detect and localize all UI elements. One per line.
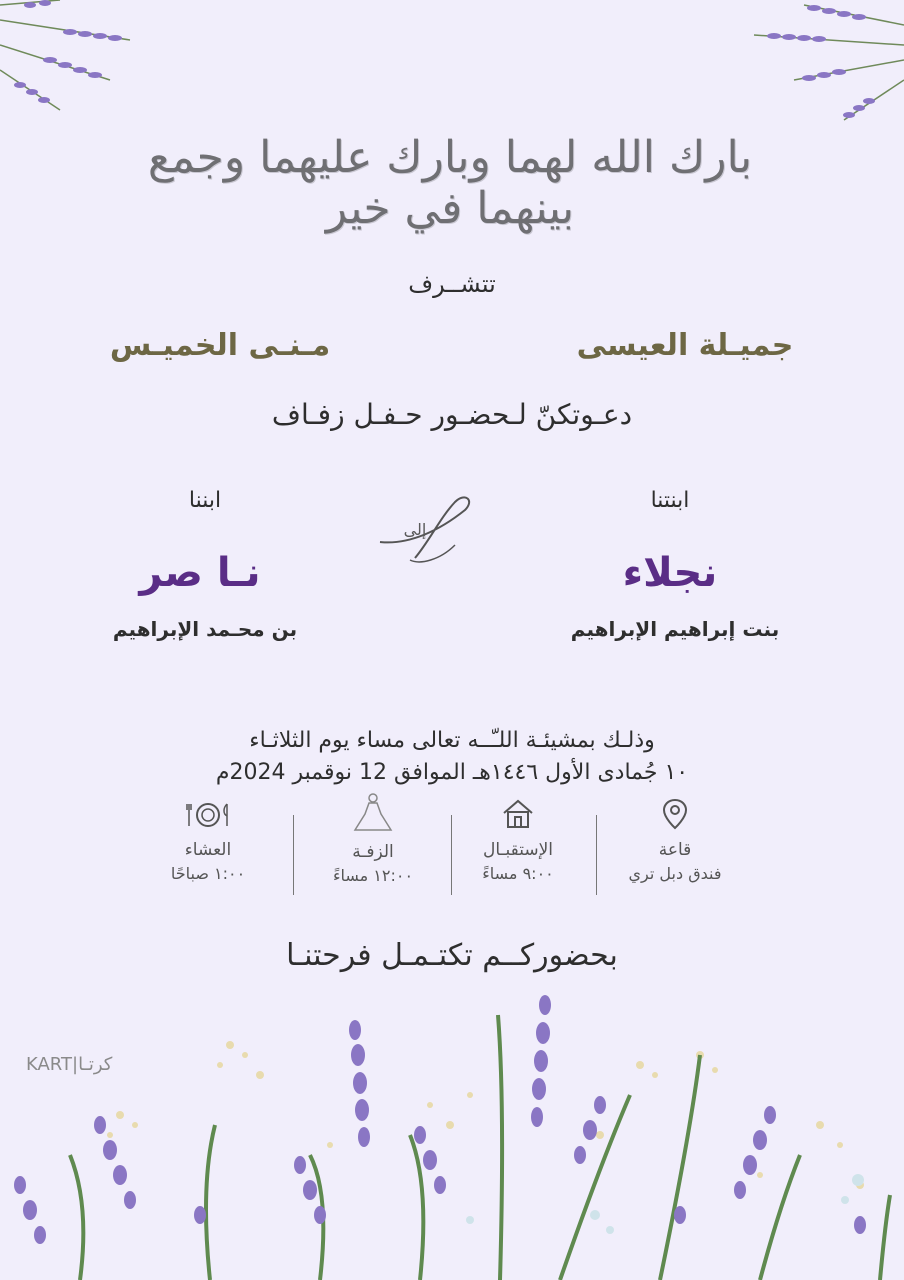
groom-father: بن محـمد الإبراهيم bbox=[112, 617, 298, 641]
bride-father: بنت إبراهيم الإبراهيم bbox=[570, 617, 780, 641]
schedule-dinner bbox=[143, 800, 273, 883]
host-left-name: مـنـى الخميـس bbox=[109, 328, 331, 363]
schedule-reception bbox=[453, 798, 583, 883]
connector-word: إلى bbox=[403, 520, 427, 539]
dinner-plate-icon bbox=[185, 800, 231, 830]
groom-name: نـا صر bbox=[139, 550, 261, 596]
lavender-top-left-decoration bbox=[0, 0, 140, 120]
date-line-2: ١٠ جُمادى الأول ١٤٤٦هـ الموافق 12 نوقمبر 2024م bbox=[215, 760, 689, 785]
dinner-title: العشاء bbox=[184, 840, 232, 860]
schedule-divider bbox=[293, 815, 294, 895]
schedule-divider bbox=[596, 815, 597, 895]
reception-title: الإستقبـال bbox=[482, 840, 554, 860]
host-right-name: جميـلة العيسى bbox=[576, 328, 794, 363]
lavender-top-right-decoration bbox=[754, 0, 904, 125]
schedule-venue bbox=[610, 798, 740, 883]
lavender-bottom-decoration bbox=[0, 985, 904, 1280]
invite-text: دعـوتكنّ لـحضـور حـفـل زفـاف bbox=[271, 398, 633, 431]
bride-label: ابنتنا bbox=[650, 488, 690, 513]
zaffa-title: الزفـة bbox=[352, 842, 394, 862]
venue-title: قاعة bbox=[658, 840, 692, 860]
schedule-zaffa bbox=[308, 792, 438, 885]
bride-dress-icon bbox=[351, 792, 395, 832]
location-pin-icon bbox=[662, 798, 688, 830]
date-line-1: وذلـك بمشيئـة اللـّــه تعالى مساء يوم الثلاثـاء bbox=[249, 728, 655, 753]
schedule-divider bbox=[451, 815, 452, 895]
zaffa-value: ١٢:٠٠ مساءً bbox=[332, 866, 414, 885]
bride-name: نجلاء bbox=[622, 550, 718, 596]
brand-watermark: KART|كرتـا bbox=[26, 1054, 113, 1075]
groom-label: ابننا bbox=[188, 488, 222, 513]
reception-house-icon bbox=[501, 798, 535, 830]
blessing-calligraphy: بارك الله لهما وبارك عليهما وجمع بينهما في خير bbox=[147, 132, 753, 234]
honor-word: تتشــرف bbox=[408, 270, 496, 298]
closing-text: بحضوركــم تكتـمـل فرحتنـا bbox=[286, 938, 618, 973]
reception-value: ٩:٠٠ مساءً bbox=[482, 864, 554, 883]
dinner-value: ١:٠٠ صباحًا bbox=[170, 864, 246, 883]
venue-value: فندق دبل تري bbox=[628, 864, 722, 883]
